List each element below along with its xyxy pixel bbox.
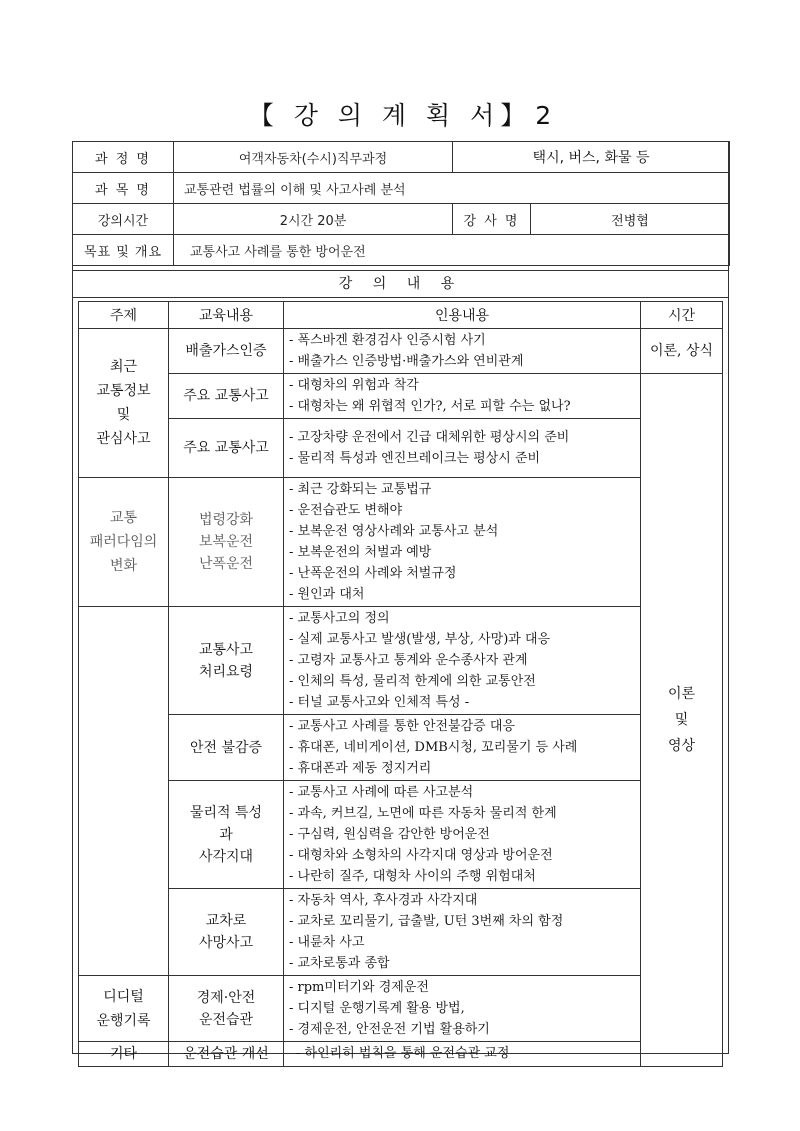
- quote-cell: [284, 374, 641, 419]
- edu-cell: [169, 478, 284, 607]
- table-row: [79, 1042, 723, 1067]
- quote-cell: [284, 419, 641, 478]
- time-line: 이론, 상식: [650, 343, 713, 359]
- hours-row: [73, 204, 730, 235]
- quote-line: - 고장차량 운전에서 긴급 대체위한 평상시의 준비: [289, 430, 570, 445]
- edu-line: 보복운전: [198, 534, 254, 550]
- topic-line: 기타: [109, 1046, 138, 1062]
- edu-line: 물리적 특성: [189, 804, 263, 821]
- edu-cell: [169, 329, 284, 374]
- table-row: [79, 715, 723, 781]
- hours-value: 2시간 20분: [174, 204, 453, 235]
- edu-cell: [169, 715, 284, 781]
- edu-line: 처리요령: [198, 663, 254, 680]
- quote-line: - 내륜차 사고: [289, 935, 365, 950]
- quote-line: - 자동차 역사, 후사경과 사각지대: [289, 893, 478, 908]
- quote-line: - 운전습관도 변해야: [289, 503, 403, 518]
- quote-line: - 나란히 질주, 대형차 사이의 주행 위험대처: [289, 869, 536, 884]
- quote-cell: [284, 715, 641, 781]
- quote-cell: [284, 1042, 641, 1067]
- edu-cell: [169, 374, 284, 419]
- goal-label: 목표 및 개요: [73, 235, 174, 266]
- lecturer-label: 강 사 명: [453, 204, 531, 235]
- quote-cell: [284, 889, 641, 976]
- time-line: 영상: [667, 738, 696, 754]
- topic-line: 디디털: [103, 988, 144, 1005]
- header-topic: 주제: [79, 302, 169, 329]
- edu-cell: [169, 889, 284, 976]
- table-row: [79, 329, 723, 374]
- table-row: [79, 976, 723, 1042]
- quote-line: - 휴대폰과 제동 정지거리: [289, 761, 432, 776]
- quote-line: - 배출가스 인증방법·배출가스와 연비관계: [289, 354, 524, 369]
- goal-row: [73, 235, 730, 266]
- quote-line: - 보복운전 영상사례와 교통사고 분석: [289, 524, 499, 539]
- quote-cell: [284, 976, 641, 1042]
- topic-line: 관심사고: [96, 431, 151, 447]
- table-row: [79, 607, 723, 715]
- topic-line: 및: [116, 407, 131, 423]
- quote-line: - 난폭운전의 사례와 처벌규정: [289, 566, 457, 581]
- edu-line: 법령강화: [198, 512, 254, 528]
- edu-cell: [169, 607, 284, 715]
- table-row: [79, 374, 723, 419]
- quote-line: - 원인과 대처: [289, 587, 365, 602]
- edu-cell: [169, 1042, 284, 1067]
- course-content-table: [78, 301, 723, 1067]
- topic-line: 변화: [109, 558, 138, 574]
- edu-cell: [169, 781, 284, 889]
- lecturer-value: 전병협: [531, 204, 730, 235]
- quote-line: - 경제운전, 안전운전 기법 활용하기: [289, 1022, 490, 1037]
- quote-line: - 실제 교통사고 발생(발생, 부상, 사망)과 대응: [289, 632, 551, 647]
- edu-line: 주요 교통사고: [183, 440, 269, 456]
- subject-value: 교통관련 법률의 이해 및 사고사례 분석: [174, 173, 730, 204]
- topic-cell: [79, 976, 169, 1042]
- quote-cell: [284, 478, 641, 607]
- title-number: 2: [535, 101, 552, 130]
- edu-line: 운전습관 개선: [183, 1046, 269, 1062]
- quote-line: - 물리적 특성과 엔진브레이크는 평상시 준비: [289, 451, 541, 466]
- edu-line: 배출가스인증: [185, 343, 267, 359]
- header-row: [79, 302, 723, 329]
- quote-line: - 터널 교통사고와 인체적 특성 -: [289, 695, 470, 710]
- quote-line: - 대형차와 소형차의 사각지대 영상과 방어운전: [289, 848, 553, 863]
- quote-cell: [284, 607, 641, 715]
- quote-cell: [284, 329, 641, 374]
- quote-line: - 대형차는 왜 위협적 인가?, 서로 피할 수는 없나?: [289, 399, 571, 414]
- topic-line: 운행기록: [96, 1012, 151, 1029]
- topic-line: 최근: [109, 359, 138, 375]
- topic-line: 교통정보: [96, 383, 151, 399]
- hours-label: 강의시간: [73, 204, 174, 235]
- edu-line: 교차로: [205, 913, 247, 929]
- topic-cell: [79, 1042, 169, 1067]
- quote-line: - 교통사고 사례에 따른 사고분석: [289, 785, 474, 800]
- quote-line: - 보복운전의 처벌과 예방: [289, 545, 432, 560]
- table-row: [79, 419, 723, 478]
- topic-cell: [79, 329, 169, 478]
- header-quote: 인용내용: [284, 302, 641, 329]
- goal-value: 교통사고 사례를 통한 방어운전: [174, 235, 730, 266]
- time-line: 및: [674, 712, 689, 728]
- quote-line: - 고령자 교통사고 통계와 운수종사자 관계: [289, 653, 528, 668]
- edu-cell: [169, 419, 284, 478]
- quote-line: - 교차로 꼬리물기, 급출발, U턴 3번째 차의 함정: [289, 914, 564, 929]
- title-text: 【 강 의 계 획 서】: [248, 101, 532, 130]
- course-label: 과 정 명: [73, 142, 174, 173]
- quote-line: - 과속, 커브길, 노면에 따른 자동차 물리적 한계: [289, 806, 557, 821]
- quote-line: - 교통사고 사례를 통한 안전불감증 대응: [289, 719, 515, 734]
- header-edu: 교육내용: [169, 302, 284, 329]
- course-value: 여객자동차(수시)직무과정: [174, 142, 453, 173]
- lecture-plan-form: [72, 141, 729, 1062]
- edu-line: 사각지대: [198, 848, 254, 865]
- quote-cell: [284, 781, 641, 889]
- course-row: [73, 142, 730, 173]
- quote-line: - 구심력, 원심력을 감안한 방어운전: [289, 827, 490, 842]
- table-row: [79, 781, 723, 889]
- topic-cell: [79, 478, 169, 607]
- target-value: 택시, 버스, 화물 등: [453, 142, 730, 173]
- quote-line: - 교차로통과 종합: [289, 956, 390, 971]
- quote-line: - rpm미터기와 경제운전: [289, 980, 429, 995]
- quote-line: - 인체의 특성, 물리적 한계에 의한 교통안전: [289, 674, 536, 689]
- quote-line: - 디지털 운행기록계 활용 방법,: [289, 1001, 465, 1016]
- quote-line: - 하인리히 법칙을 통해 운전습관 교정: [296, 1046, 510, 1061]
- edu-line: 사망사고: [198, 935, 254, 951]
- topic-line: 교통: [109, 510, 138, 526]
- quote-line: - 대형차의 위험과 착각: [289, 378, 419, 393]
- time-cell: [641, 329, 723, 374]
- subject-label: 과 목 명: [73, 173, 174, 204]
- time-cell: [641, 374, 723, 1067]
- time-line: 이론: [667, 686, 696, 702]
- edu-line: 과: [219, 826, 233, 843]
- section-title: 강 의 내 용: [72, 270, 729, 298]
- edu-line: 주요 교통사고: [183, 388, 269, 404]
- topic-cell-empty: [79, 607, 169, 976]
- edu-line: 경제·안전: [196, 989, 256, 1006]
- quote-line: - 교통사고의 정의: [289, 611, 390, 626]
- topic-line: 패러다임의: [89, 534, 158, 550]
- course-info-table: [72, 141, 730, 266]
- edu-line: 안전 불감증: [189, 739, 263, 756]
- header-time: 시간: [641, 302, 723, 329]
- table-row: [79, 478, 723, 607]
- table-row: [79, 889, 723, 976]
- edu-line: 운전습관: [198, 1011, 254, 1028]
- quote-line: - 휴대폰, 네비게이션, DMB시청, 꼬리물기 등 사례: [289, 740, 578, 755]
- quote-line: - 폭스바겐 환경검사 인증시험 사기: [289, 333, 486, 348]
- quote-line: - 최근 강화되는 교통법규: [289, 482, 432, 497]
- subject-row: [73, 173, 730, 204]
- edu-line: 교통사고: [198, 641, 254, 658]
- edu-cell: [169, 976, 284, 1042]
- edu-line: 난폭운전: [198, 556, 254, 572]
- document-title: [0, 96, 800, 132]
